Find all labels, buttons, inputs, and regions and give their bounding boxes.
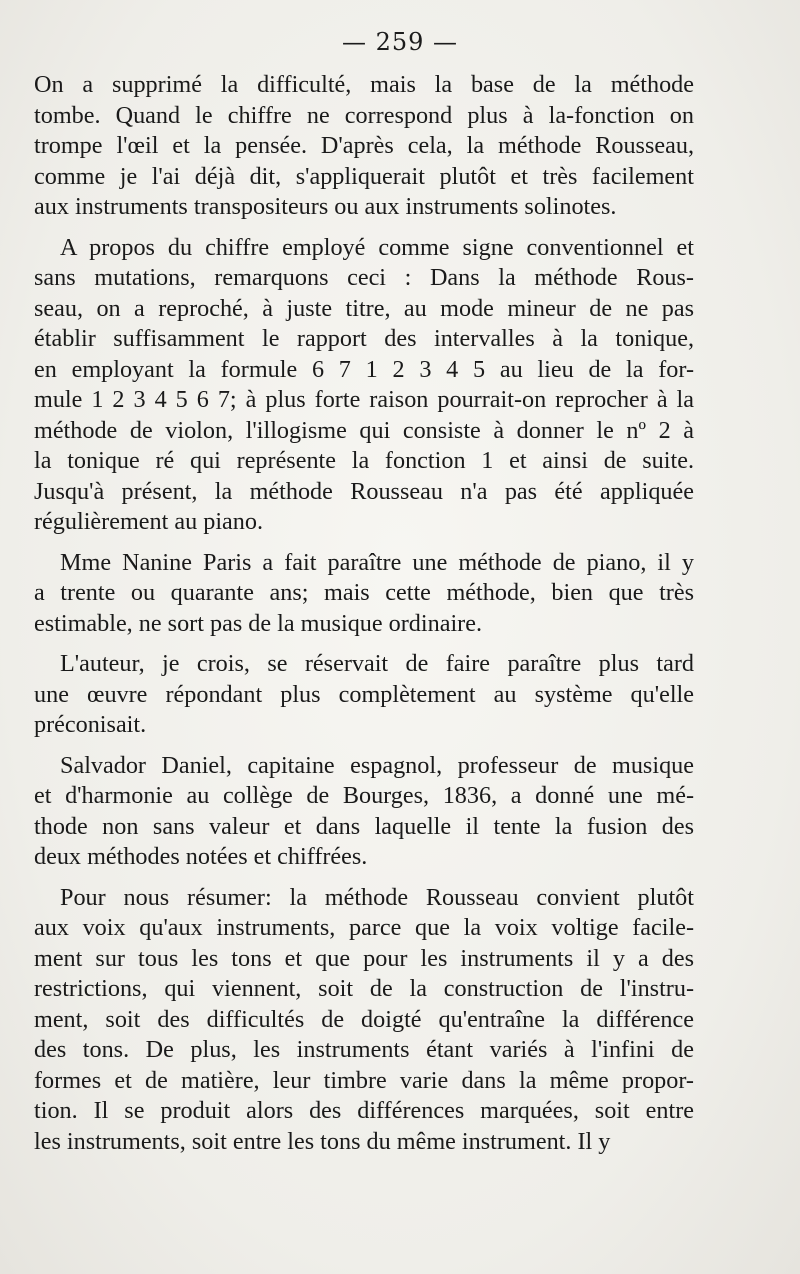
text-line: formes et de matière, leur timbre varie dans la même propor- [34, 1066, 694, 1094]
text-line: ment sur tous les tons et que pour les instruments il y a des [34, 944, 694, 972]
text-line: Pour nous résumer: la méthode Rousseau convient plutôt [60, 883, 694, 911]
text-line: tombe. Quand le chiffre ne correspond plus à la-fonction on [34, 101, 694, 129]
text-line: comme je l'ai déjà dit, s'appliquerait plutôt et très facilement [34, 162, 694, 190]
text-line: des tons. De plus, les instruments étant variés à l'infini de [34, 1036, 694, 1063]
text-line: Salvador Daniel, capitaine espagnol, professeur de musique [60, 751, 694, 779]
paragraph [34, 883, 694, 1158]
text-line: la tonique ré qui représente la fonction 1 et ainsi de suite. [34, 447, 694, 474]
text-line: On a supprimé la difficulté, mais la base de la méthode [34, 71, 694, 98]
text-line: L'auteur, je crois, se réservait de faire paraître plus tard [60, 650, 694, 677]
paragraph [34, 548, 694, 640]
text-line: préconisait. [34, 711, 147, 738]
text-line: seau, on a reproché, à juste titre, au mode mineur de ne pas [34, 294, 694, 322]
text-line: mule 1 2 3 4 5 6 7; à plus forte raison pourrait-on reprocher à la [34, 386, 694, 413]
text-line: sans mutations, remarquons ceci : Dans la méthode Rous- [34, 264, 694, 291]
paragraph [34, 233, 694, 538]
text-line: établir suffisamment le rapport des intervalles à la tonique, [34, 325, 694, 352]
text-line: Jusqu'à présent, la méthode Rousseau n'a pas été appliquée [34, 477, 694, 505]
text-line: thode non sans valeur et dans laquelle il tente la fusion des [34, 812, 694, 840]
body-text [34, 70, 694, 1167]
paragraph [34, 70, 694, 223]
text-line: ment, soit des difficultés de doigté qu'entraîne la différence [34, 1005, 694, 1033]
text-line: aux instruments transpositeurs ou aux instruments solinotes. [34, 193, 617, 220]
text-line: trompe l'œil et la pensée. D'après cela, la méthode Rousseau, [34, 132, 694, 159]
paragraph [34, 751, 694, 873]
text-line: a trente ou quarante ans; mais cette méthode, bien que très [34, 579, 694, 606]
paragraph [34, 649, 694, 741]
text-line: deux méthodes notées et chiffrées. [34, 843, 368, 870]
text-line: tion. Il se produit alors des différences marquées, soit entre [34, 1097, 694, 1124]
text-line: A propos du chiffre employé comme signe conventionnel et [60, 233, 694, 261]
text-line: et d'harmonie au collège de Bourges, 1836, a donné une mé- [34, 782, 694, 809]
text-line: restrictions, qui viennent, soit de la construction de l'instru- [34, 975, 694, 1002]
text-line: une œuvre répondant plus complètement au système qu'elle [34, 680, 694, 708]
text-line: aux voix qu'aux instruments, parce que la voix voltige facile- [34, 914, 694, 941]
text-line: en employant la formule 6 7 1 2 3 4 5 au lieu de la for- [34, 355, 694, 383]
text-line: régulièrement au piano. [34, 508, 264, 535]
text-line: méthode de violon, l'illogisme qui consiste à donner le nº 2 à [34, 416, 694, 444]
text-line: estimable, ne sort pas de la musique ordinaire. [34, 609, 483, 637]
text-line: les instruments, soit entre les tons du même instrument. Il y [34, 1127, 611, 1155]
text-line: Mme Nanine Paris a fait paraître une méthode de piano, il y [60, 548, 694, 576]
page-number: — 259 — [341, 28, 459, 56]
